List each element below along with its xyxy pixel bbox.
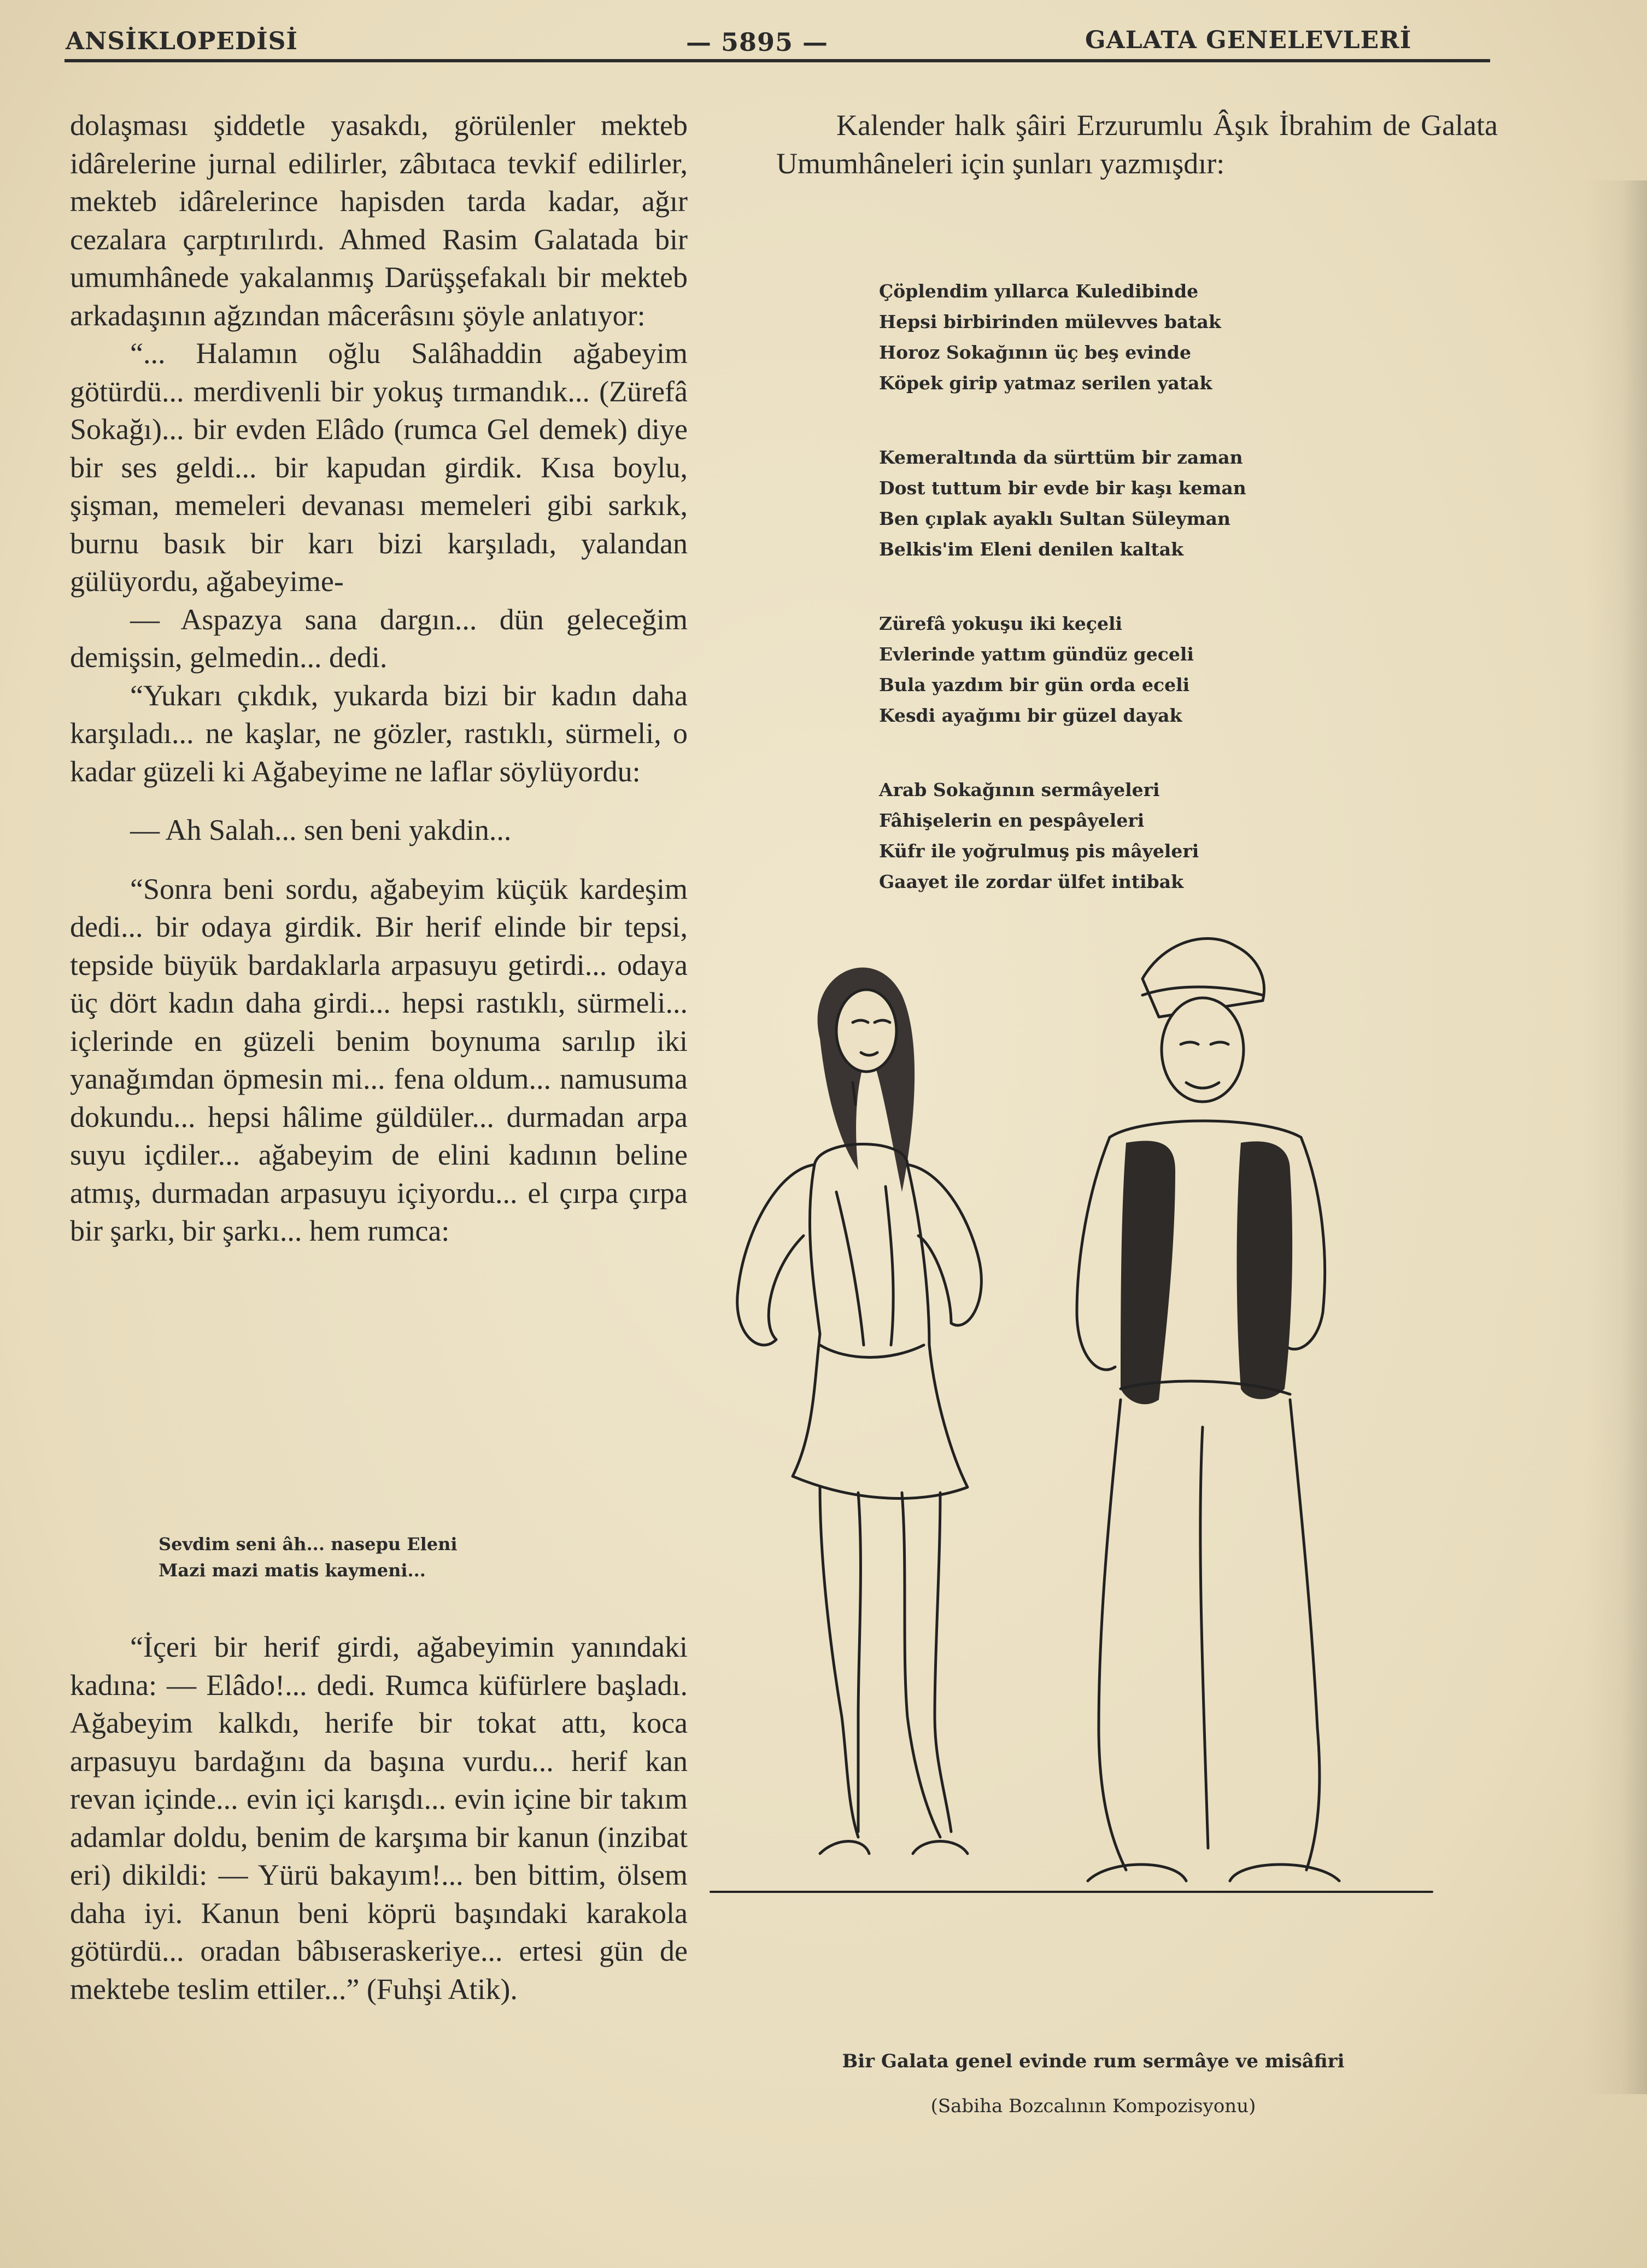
poem-line: Küfr ile yoğrulmuş pis mâyeleri [879,840,1199,862]
poem-stanza [879,609,1371,731]
paragraph: — Ah Salah... sen beni yakdin... [130,814,512,846]
poem-line: Kemeraltında da sürttüm bir zaman [879,447,1243,468]
poem-line: Fâhişelerin en pespâyeleri [879,810,1145,831]
illustration-credit: (Sabiha Bozcalının Kompozisyonu) [930,2095,1256,2117]
poem-line: Evlerinde yattım gündüz geceli [879,644,1194,665]
poem-line: Arab Sokağının sermâyeleri [879,779,1160,800]
poem-line: Dost tuttum bir evde bir kaşı keman [879,477,1246,499]
poem-line: Çöplendim yıllarca Kuledibinde [879,280,1199,302]
paragraph: “İçeri bir herif girdi, ağabeyimin yanındaki kadına: — Elâdo!... dedi. Rumca küfürlere başladı. Ağabeyim kalkdı, herife bir tokat attı, koca arpasuyu bardağını da başına vurdu... herif kan revan içinde... evin içi karışdı... evin içine bir takım adamlar doldu, benim de karşıma bir kanun (inzibat eri) dikildi: — Yürü bakayım!... ben bittim, ölsem daha iyi. Kanun beni köprü başındaki karakola götürdü... oradan bâbıseraskeriye... ertesi gün de mektebe teslim ettiler...” (Fuhşi Atik). [70,1630,688,2006]
poem [879,276,1371,941]
poem-stanza [879,442,1371,565]
left-column [70,107,688,1250]
header-rule [65,59,1490,62]
poem-line: Ben çıplak ayaklı Sultan Süleyman [879,508,1231,529]
paragraph: “... Halamın oğlu Salâhaddin ağabeyim götürdü... merdivenli bir yokuş tırmandık... (Zürefâ Sokağı)... bir evden Elâdo (rumca Gel demek) diye bir ses geldi... bir kapudan girdik. Kısa boylu, şişman, memeleri devanası memeleri gibi sarkık, burnu basık bir karı bizi karşıladı, yalandan gülüyordu, ağabeyime- [70,337,688,598]
woman-figure [737,968,982,1854]
illustration-caption: Bir Galata genel evinde rum sermâye ve misâfiri [842,2050,1345,2072]
song-line: Mazi mazi matis kaymeni... [159,1560,426,1581]
poem-line: Bula yazdım bir gün orda eceli [879,674,1190,695]
man-figure [1077,939,1339,1881]
paragraph: dolaşması şiddetle yasakdı, görülenler mekteb idârelerine jurnal edilirler, zâbıtaca tevkif edilirler, mekteb idârelerince hapisden tarda kadar, ağır cezalara çarptırılırdı. Ahmed Rasim Galatada bir umumhânede yakalanmış Darüşşefakalı bir mekteb arkadaşının ağzından mâcerâsını şöyle anlatıyor: [70,109,688,332]
header-title-right: GALATA GENELEVLERİ [1085,26,1412,54]
poem-line: Zürefâ yokuşu iki keçeli [879,613,1123,634]
poem-line: Gaayet ile zordar ülfet intibak [879,871,1183,892]
paragraph: — Aspazya sana dargın... dün geleceğim demişsin, gelmedin... dedi. [70,603,688,674]
song-lyrics [159,1531,650,1583]
poem-stanza [879,775,1371,897]
poem-line: Kesdi ayağımı bir güzel dayak [879,705,1182,726]
poem-line: Belkis'im Eleni denilen kaltak [879,539,1184,560]
page-number: — 5895 — [686,27,829,57]
page-edge-shadow [1584,180,1647,2094]
poem-stanza [879,276,1371,399]
poem-line: Köpek girip yatmaz serilen yatak [879,372,1212,394]
poem-line: Horoz Sokağının üç beş evinde [879,342,1192,363]
song-line: Sevdim seni âh... nasepu Eleni [159,1534,458,1554]
left-column-closing [70,1628,688,2008]
right-column-intro [776,107,1498,183]
poem-line: Hepsi birbirinden mülevves batak [879,311,1221,332]
paragraph: “Sonra beni sordu, ağabeyim küçük kardeşim dedi... bir odaya girdik. Bir herif elinde bir tepsi, tepside büyük bardaklarla arpasuyu getirdi... odaya üç dört kadın daha girdi... hepsi rastıklı, sürmeli... içlerinde en güzeli benim boynuma sarılıp iki yanağımdan öpmesin mi... fena oldum... namusuma dokundu... hepsi hâlime güldüler... durmadan arpa suyu içdiler... ağabeyim de elini kadının beline atmış, durmadan arpasuyu içiyordu... el çırpa çırpa bir şarkı, bir şarkı... hem rumca: [70,872,688,1247]
header-title-left: ANSİKLOPEDİSİ [66,27,298,55]
paragraph: Kalender halk şâiri Erzurumlu Âşık İbrahim de Galata Umumhâneleri için şunları yazmışdır: [776,109,1498,180]
paragraph: “Yukarı çıkdık, yukarda bizi bir kadın daha karşıladı... ne kaşlar, ne gözler, rastıklı, sürmeli, o kadar güzeli ki Ağabeyime ne laflar söylüyordu: [70,679,688,788]
illustration [694,908,1460,2045]
